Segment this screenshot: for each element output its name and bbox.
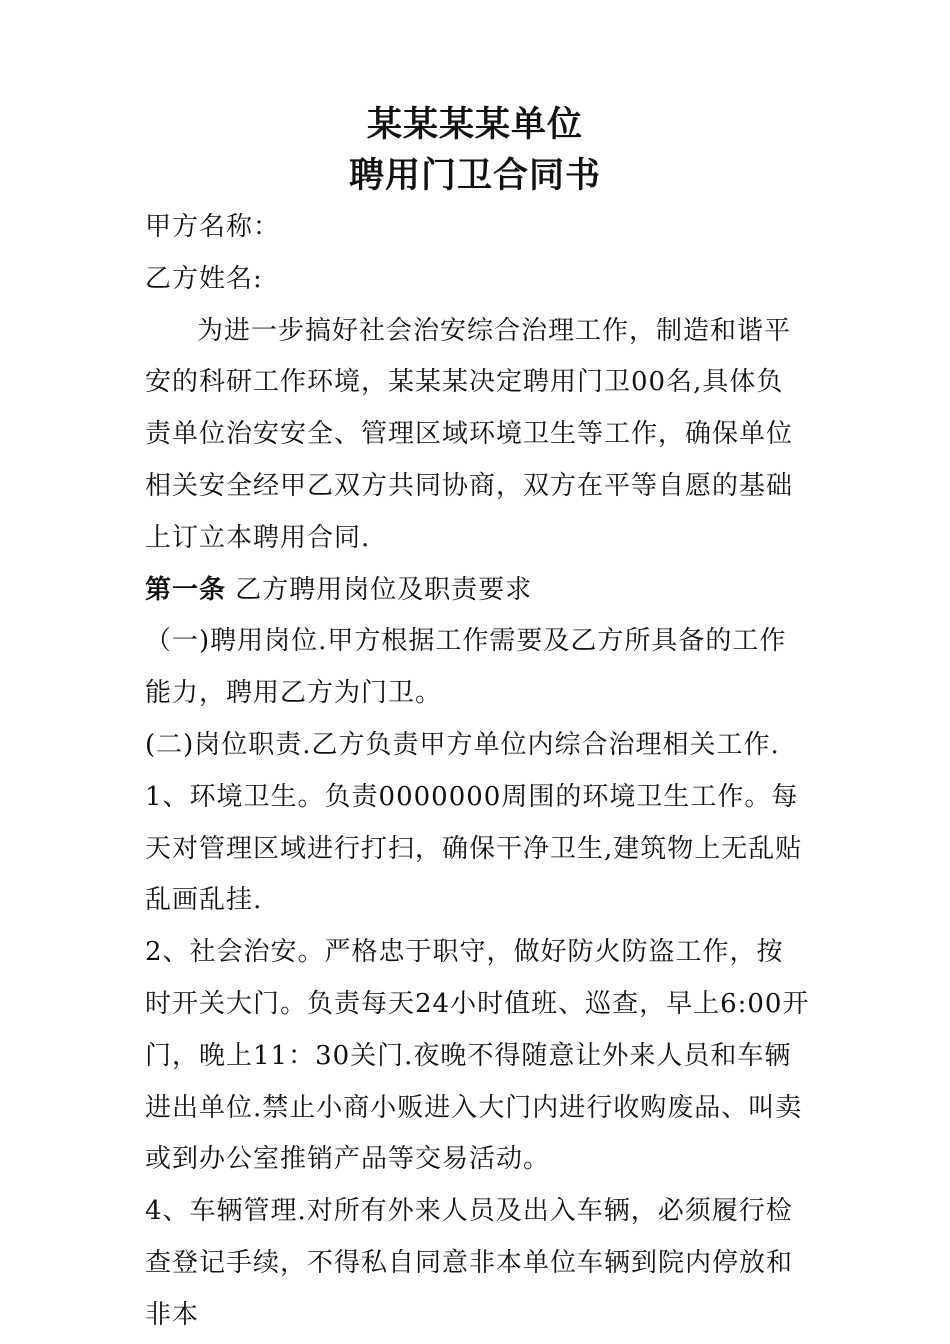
duty-4-paragraph: 4、车辆管理.对所有外来人员及出入车辆，必须履行检查登记手续，不得私自同意非本单位车辆到院内停放和非本 [145,1196,794,1330]
document-body [145,202,810,1342]
document-title-line2: 聘用门卫合同书 [348,155,601,196]
party-a-label: 甲方名称： [145,212,281,242]
duty-1-paragraph: 1、环境卫生。负责0000000周围的环境卫生工作。每天对管理区域进行打扫，确保干净卫生,建筑物上无乱贴乱画乱挂. [145,781,803,916]
item-post-paragraph: （一)聘用岗位.甲方根据工作需要及乙方所具备的工作能力，聘用乙方为门卫。 [145,626,787,709]
article-1-heading [145,565,810,617]
party-b-label: 乙方姓名: [145,263,263,294]
intro-paragraph: 为进一步搞好社会治安综合治理工作，制造和谐平安的科研工作环境，某某某决定聘用门卫00名,具体负责单位治安安全、管理区域环境卫生等工作，确保单位相关安全经甲乙双方共同协商，双方在平等自愿的基础上订立本聘用合同. [145,315,794,553]
item-duties-paragraph: (二)岗位职责.乙方负责甲方单位内综合治理相关工作. [145,729,780,760]
duty-2-paragraph: 2、社会治安。严格忠于职守，做好防火防盗工作，按时开关大门。负责每天24小时值班、巡查，早上6:00开门，晚上11：30关门.夜晚不得随意让外来人员和车辆进出单位.禁止小商小贩进入大门内进行收购废品、叫卖或到办公室推销产品等交易活动。 [145,937,810,1175]
article-1-title: 乙方聘用岗位及职责要求 [226,574,533,605]
document-title-line1: 某某某某单位 [366,104,583,145]
article-1-label: 第一条 [145,574,227,605]
